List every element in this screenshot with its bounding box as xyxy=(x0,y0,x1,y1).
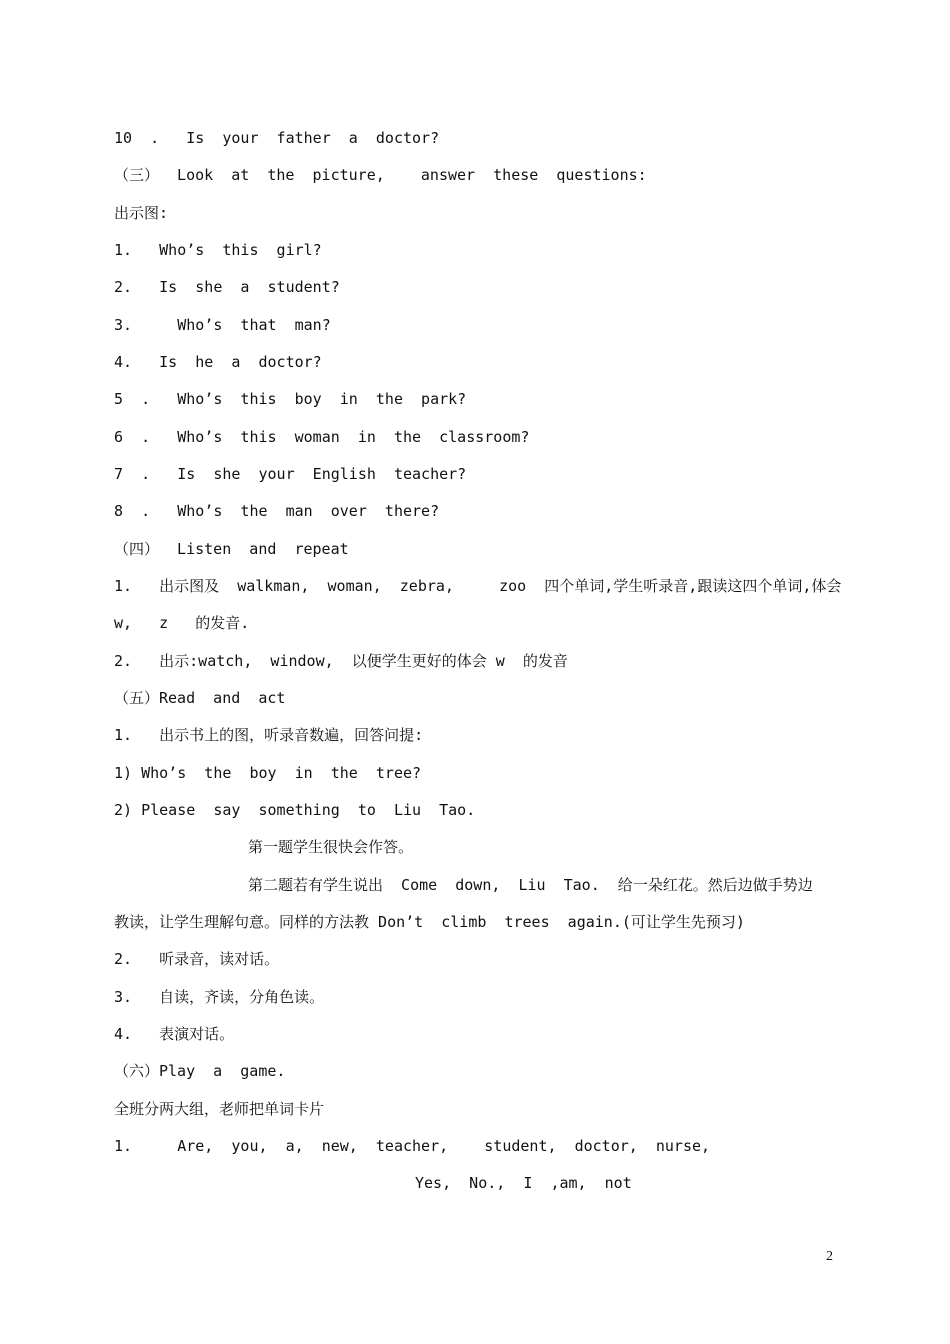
list-item: 2. 听录音，读对话。 xyxy=(114,950,280,968)
text-line-indented: Yes, No., I ,am, not xyxy=(415,1174,632,1192)
list-item: 2) Please say something to Liu Tao. xyxy=(114,801,476,819)
page-number: 2 xyxy=(826,1249,833,1264)
list-item: 7 . Is she your English teacher? xyxy=(114,465,467,483)
text-line: 全班分两大组，老师把单词卡片 xyxy=(114,1100,325,1118)
section-heading-3: （三） Look at the picture, answer these questions: xyxy=(114,166,647,184)
list-item: 4. 表演对话。 xyxy=(114,1025,235,1043)
section-heading-5: （五）Read and act xyxy=(114,689,286,707)
list-item: 5 . Who’s this boy in the park? xyxy=(114,390,467,408)
text-line: w, z 的发音. xyxy=(114,614,250,632)
section-heading-6: （六）Play a game. xyxy=(114,1062,286,1080)
text-line: 出示图: xyxy=(114,204,169,222)
list-item: 2. Is she a student? xyxy=(114,278,340,296)
list-item: 1. Who’s this girl? xyxy=(114,241,322,259)
text-line-question-10: 10 . Is your father a doctor? xyxy=(114,129,440,147)
list-item: 3. 自读，齐读，分角色读。 xyxy=(114,988,325,1006)
list-item: 2. 出示:watch, window, 以便学生更好的体会 w 的发音 xyxy=(114,652,568,670)
list-item: 1. Are, you, a, new, teacher, student, doctor, nurse, xyxy=(114,1137,711,1155)
list-item: 8 . Who’s the man over there? xyxy=(114,502,440,520)
list-item: 6 . Who’s this woman in the classroom? xyxy=(114,428,530,446)
list-item: 1. 出示图及 walkman, woman, zebra, zoo 四个单词,学生听录音,跟读这四个单词,体会 xyxy=(114,577,842,595)
list-item: 4. Is he a doctor? xyxy=(114,353,322,371)
list-item: 3. Who’s that man? xyxy=(114,316,331,334)
list-item: 1) Who’s the boy in the tree? xyxy=(114,764,422,782)
list-item: 1. 出示书上的图，听录音数遍，回答问提: xyxy=(114,726,424,744)
section-heading-4: （四） Listen and repeat xyxy=(114,540,349,558)
text-line-indented: 第一题学生很快会作答。 xyxy=(248,838,414,856)
text-line: 教读，让学生理解句意。同样的方法教 Don’t climb trees again.(可让学生先预习) xyxy=(114,913,745,931)
text-line-indented: 第二题若有学生说出 Come down, Liu Tao. 给一朵红花。然后边做手势边 xyxy=(248,876,813,894)
